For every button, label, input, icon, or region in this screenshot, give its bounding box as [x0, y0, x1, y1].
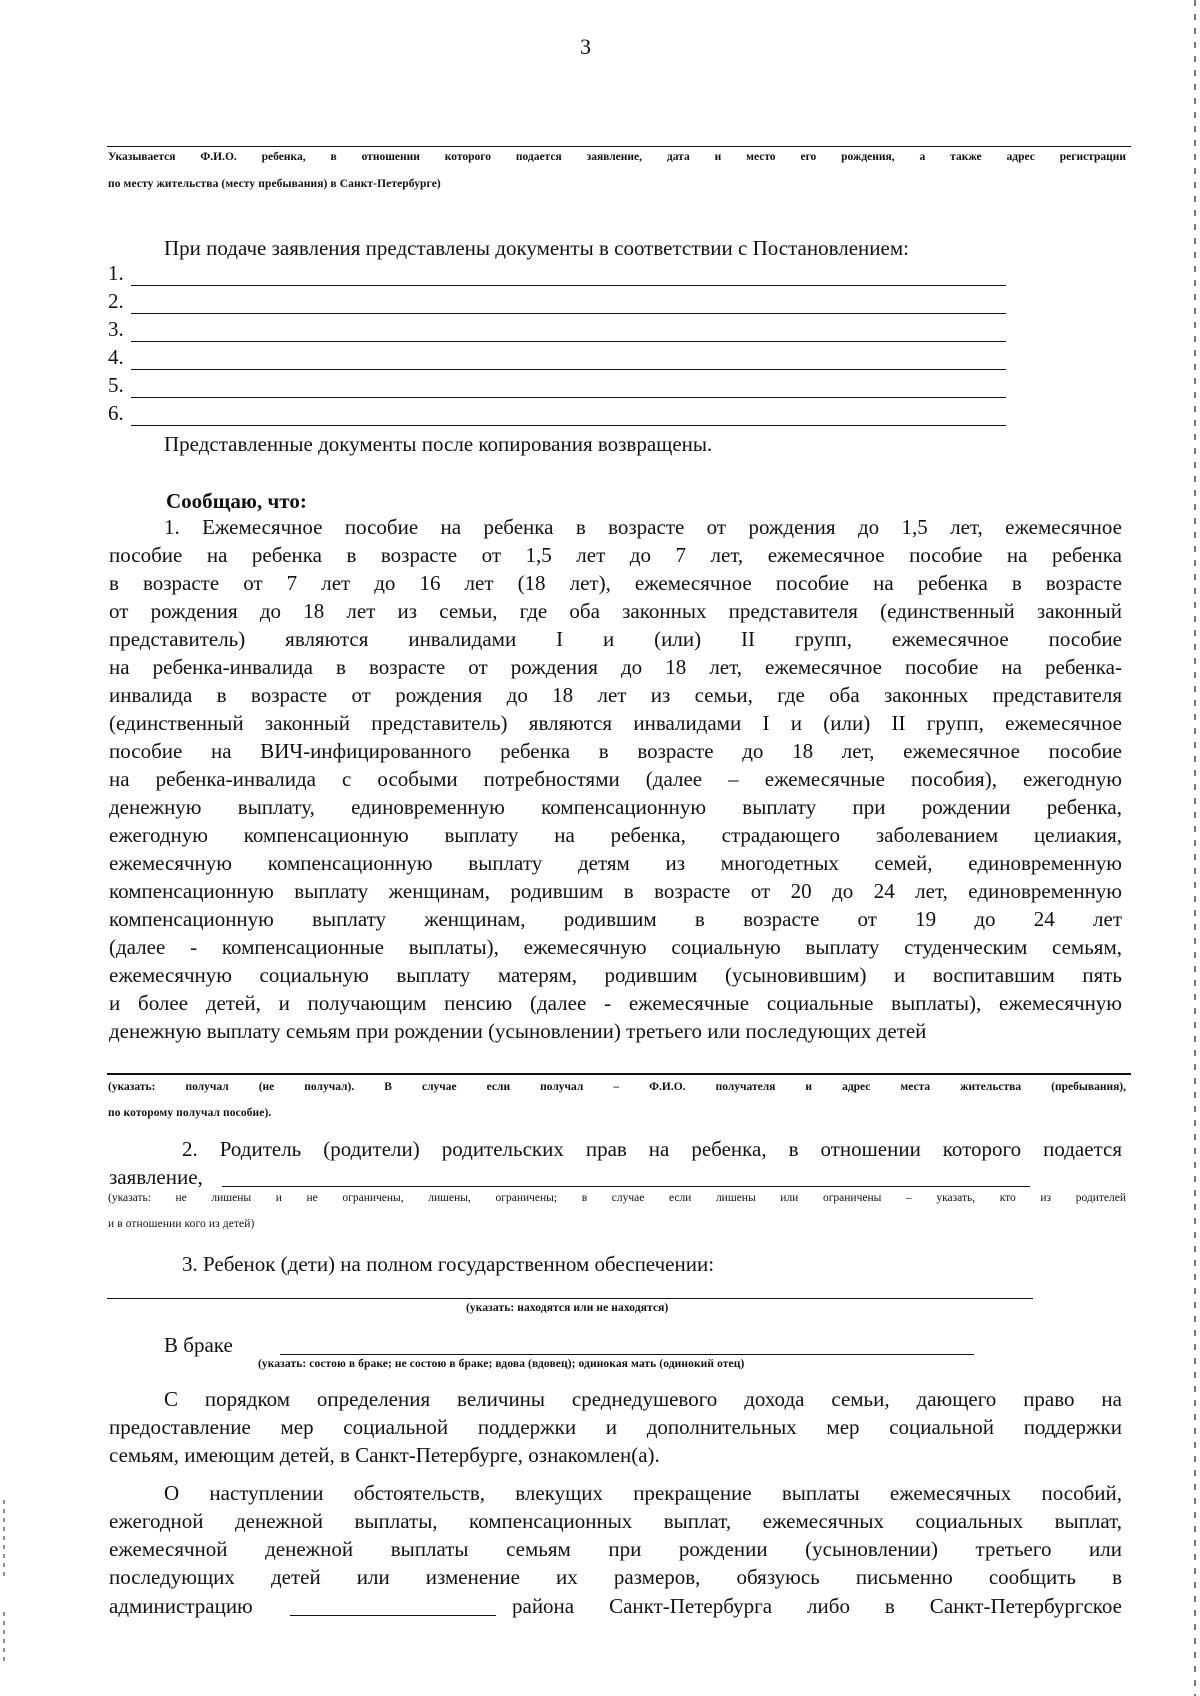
p1-line: ежемесячную социальную выплату матерям, родившим (усыновившим) и воспитавшим пять: [109, 963, 1122, 987]
procedure-line: семьям, имеющим детей, в Санкт-Петербурге, ознакомлен(а).: [109, 1443, 660, 1467]
doc-item-number: 4.: [108, 345, 124, 369]
page-number: 3: [580, 34, 591, 59]
scan-edge-right: [1194, 0, 1196, 1696]
doc-item-number: 6.: [108, 401, 124, 425]
doc-item-blank[interactable]: [131, 285, 1006, 286]
doc-item-number: 1.: [108, 261, 124, 285]
doc-item-number: 3.: [108, 317, 124, 341]
p1-line: от рождения до 18 лет из семьи, где оба законных представителя (единственный законный: [109, 599, 1122, 623]
child-note-line1: Указывается Ф.И.О. ребенка, в отношении которого подается заявление, дата и место его рождения, а также адрес регистрации: [108, 151, 1126, 163]
p3-text: 3. Ребенок (дети) на полном государственном обеспечении:: [182, 1252, 715, 1276]
p1-line: (далее - компенсационные выплаты), ежемесячную социальную выплату студенческим семьям,: [109, 935, 1122, 959]
doc-item-blank[interactable]: [131, 341, 1006, 342]
p1-note-line1: (указать: получал (не получал). В случае если получал – Ф.И.О. получателя и адрес места жительства (пребывания),: [108, 1081, 1126, 1093]
p1-line: на ребенка-инвалида с особыми потребностями (далее – ежемесячные пособия), ежегодную: [109, 767, 1122, 791]
p1-line: денежную выплату, единовременную компенсационную выплату при рождении ребенка,: [109, 795, 1122, 819]
obligation-line: ежегодной денежной выплаты, компенсационных выплат, ежемесячных социальных выплат,: [109, 1509, 1122, 1533]
doc-item-blank[interactable]: [131, 425, 1006, 426]
p2-line2: заявление,: [109, 1165, 203, 1189]
p1-line: ежемесячную компенсационную выплату детям из многодетных семей, единовременную: [109, 851, 1122, 875]
p1-line: ежегодную компенсационную выплату на ребенка, страдающего заболеванием целиакия,: [109, 823, 1122, 847]
p1-line: на ребенка-инвалида в возрасте от рождения до 18 лет, ежемесячное пособие на ребенка-: [109, 655, 1122, 679]
obligation-line: последующих детей или изменение их размеров, обязуюсь письменно сообщить в: [109, 1565, 1122, 1589]
p2-note-line1: (указать: не лишены и не ограничены, лишены, ограничены; в случае если лишены или ограничены – указать, кто из родителей: [108, 1192, 1126, 1204]
p1-line: пособие на ребенка в возрасте от 1,5 лет до 7 лет, ежемесячное пособие на ребенка: [109, 543, 1122, 567]
p1-line: пособие на ВИЧ-инфицированного ребенка в возрасте до 18 лет, ежемесячное пособие: [109, 739, 1122, 763]
procedure-line: С порядком определения величины среднедушевого дохода семьи, дающего право на: [164, 1387, 1122, 1411]
p1-line: компенсационную выплату женщинам, родившим в возрасте от 19 до 24 лет: [109, 907, 1122, 931]
procedure-line: предоставление мер социальной поддержки и дополнительных мер социальной поддержки: [109, 1415, 1122, 1439]
p1-line: компенсационную выплату женщинам, родившим в возрасте от 20 до 24 лет, единовременную: [109, 879, 1122, 903]
marriage-label: В браке: [164, 1333, 233, 1357]
obligation-line: ежемесячной денежной выплаты семьям при рождении (усыновлении) третьего или: [109, 1537, 1122, 1561]
obligation-last-right: района Санкт-Петербурга либо в Санкт-Петербургское: [512, 1594, 1122, 1618]
documents-heading: При подаче заявления представлены документы в соответствии с Постановлением:: [164, 236, 909, 260]
p2-answer-line[interactable]: [222, 1186, 1030, 1187]
report-heading: Сообщаю, что:: [166, 489, 307, 513]
documents-returned: Представленные документы после копирования возвращены.: [164, 432, 713, 456]
p3-answer-line[interactable]: [107, 1298, 1033, 1299]
doc-item-blank[interactable]: [131, 369, 1006, 370]
doc-item-number: 2.: [108, 289, 124, 313]
p1-line: (единственный законный представитель) являются инвалидами I и (или) II групп, ежемесячное: [109, 711, 1122, 735]
obligation-line: О наступлении обстоятельств, влекущих прекращение выплаты ежемесячных пособий,: [164, 1481, 1122, 1505]
scan-edge-left: [3, 1612, 5, 1662]
marriage-answer-line[interactable]: [280, 1354, 974, 1355]
p3-note: (указать: находятся или не находятся): [466, 1302, 669, 1314]
p1-note-line2: по которому получал пособие).: [108, 1107, 272, 1119]
obligation-last-left: администрацию: [109, 1594, 253, 1618]
p1-line: и более детей, и получающим пенсию (далее - ежемесячные социальные выплаты), ежемесячную: [109, 991, 1122, 1015]
child-info-line: [107, 146, 1131, 147]
p2-note-line2: и в отношении кого из детей): [108, 1218, 255, 1230]
p1-line: инвалида в возрасте от рождения до 18 лет из семьи, где оба законных представителя: [109, 683, 1122, 707]
marriage-note: (указать: состою в браке; не состою в браке; вдова (вдовец); одинокая мать (одинокий отец): [258, 1358, 745, 1370]
p1-answer-line[interactable]: [107, 1073, 1131, 1075]
p1-line: в возрасте от 7 лет до 16 лет (18 лет), ежемесячное пособие на ребенка в возрасте: [109, 571, 1122, 595]
p2-line1: 2. Родитель (родители) родительских прав на ребенка, в отношении которого подается: [182, 1137, 1122, 1161]
child-note-line2: по месту жительства (месту пребывания) в Санкт-Петербурге): [108, 178, 441, 190]
p1-line: представитель) являются инвалидами I и (или) II групп, ежемесячное пособие: [109, 627, 1122, 651]
doc-item-number: 5.: [108, 373, 124, 397]
p1-line: 1. Ежемесячное пособие на ребенка в возрасте от рождения до 1,5 лет, ежемесячное: [164, 515, 1122, 539]
district-blank-line[interactable]: [290, 1615, 496, 1616]
scan-edge-left: [3, 1500, 5, 1580]
doc-item-blank[interactable]: [131, 397, 1006, 398]
doc-item-blank[interactable]: [131, 313, 1006, 314]
p1-line: денежную выплату семьям при рождении (усыновлении) третьего или последующих детей: [109, 1019, 927, 1043]
